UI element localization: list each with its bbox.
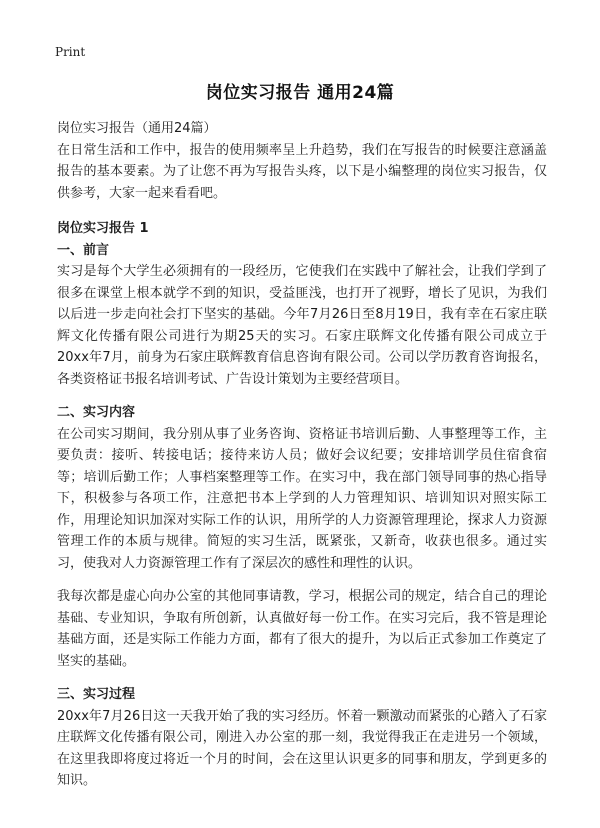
section-process: [57, 684, 547, 792]
section-preface: [57, 240, 547, 391]
section-paragraph: 在公司实习期间，我分别从事了业务咨询、资格证书培训后勤、人事整理等工作，主要负责：接听、转接电话；接待来访人员；做好会议纪要；安排培训学员住宿食宿等；培训后勤工作；人事档案整理等工作。在实习中，我在部门领导同事的热心指导下，积极参与各项工作，注意把书本上学到的人力管理知识、培训知识对照实际工作，用理论知识加深对实际工作的认识，用所学的人力资源管理理论，探求人力资源管理工作的本质与规律。简短的实习生活，既紧张，又新奇，收获也很多。通过实习，使我对人力资源管理工作有了深层次的感性和理性的认识。: [57, 426, 547, 571]
report-heading: 岗位实习报告 1: [57, 221, 149, 236]
intro-paragraph: 在日常生活和工作中，报告的使用频率呈上升趋势，我们在写报告的时候要注意涵盖报告的基本要素。为了让您不再为写报告头疼，以下是小编整理的岗位实习报告，仅供参考，大家一起来看看吧。: [57, 142, 547, 201]
section-paragraph: 实习是每个大学生必须拥有的一段经历，它使我们在实践中了解社会，让我们学到了很多在课堂上根本就学不到的知识，受益匪浅，也打开了视野，增长了见识，为我们以后进一步走向社会打下坚实的基础。今年7月26日至8月19日，我有幸在石家庄联辉文化传播有限公司进行为期25天的实习。石家庄联辉文化传播有限公司成立于20xx年7月，前身为石家庄联辉教育信息咨询有限公司。公司以学历教育咨询报名，各类资格证书报名培训考试、广告设计策划为主要经营项目。: [57, 264, 547, 387]
document-subtitle: 岗位实习报告（通用24篇）: [57, 121, 217, 136]
section-heading: 一、前言: [57, 242, 110, 258]
document-body: [57, 118, 547, 804]
section-heading: 三、实习过程: [57, 687, 136, 702]
document-title: 岗位实习报告 通用24篇: [205, 83, 395, 103]
section-paragraph: 20xx年7月26日这一天我开始了我的实习经历。怀着一颗激动而紧张的心踏入了石家庄联辉文化传播有限公司，刚进入办公室的那一刻，我觉得我正在走进另一个领域，在这里我即将度过将近一个月的时间，会在这里认识更多的同事和朋友，学到更多的知识。: [57, 708, 547, 788]
section-heading: 二、实习内容: [57, 405, 136, 420]
section-paragraph: 我每次都是虚心向办公室的其他同事请教，学习，根据公司的规定，结合自己的理论基础、专业知识，争取有所创新，认真做好每一份工作。在实习完后，我不管是理论基础方面，还是实际工作能力方面，都有了很大的提升，为以后正式参加工作奠定了坚实的基础。: [57, 589, 547, 669]
section-content: [57, 402, 547, 672]
print-link[interactable]: Print: [55, 45, 86, 59]
